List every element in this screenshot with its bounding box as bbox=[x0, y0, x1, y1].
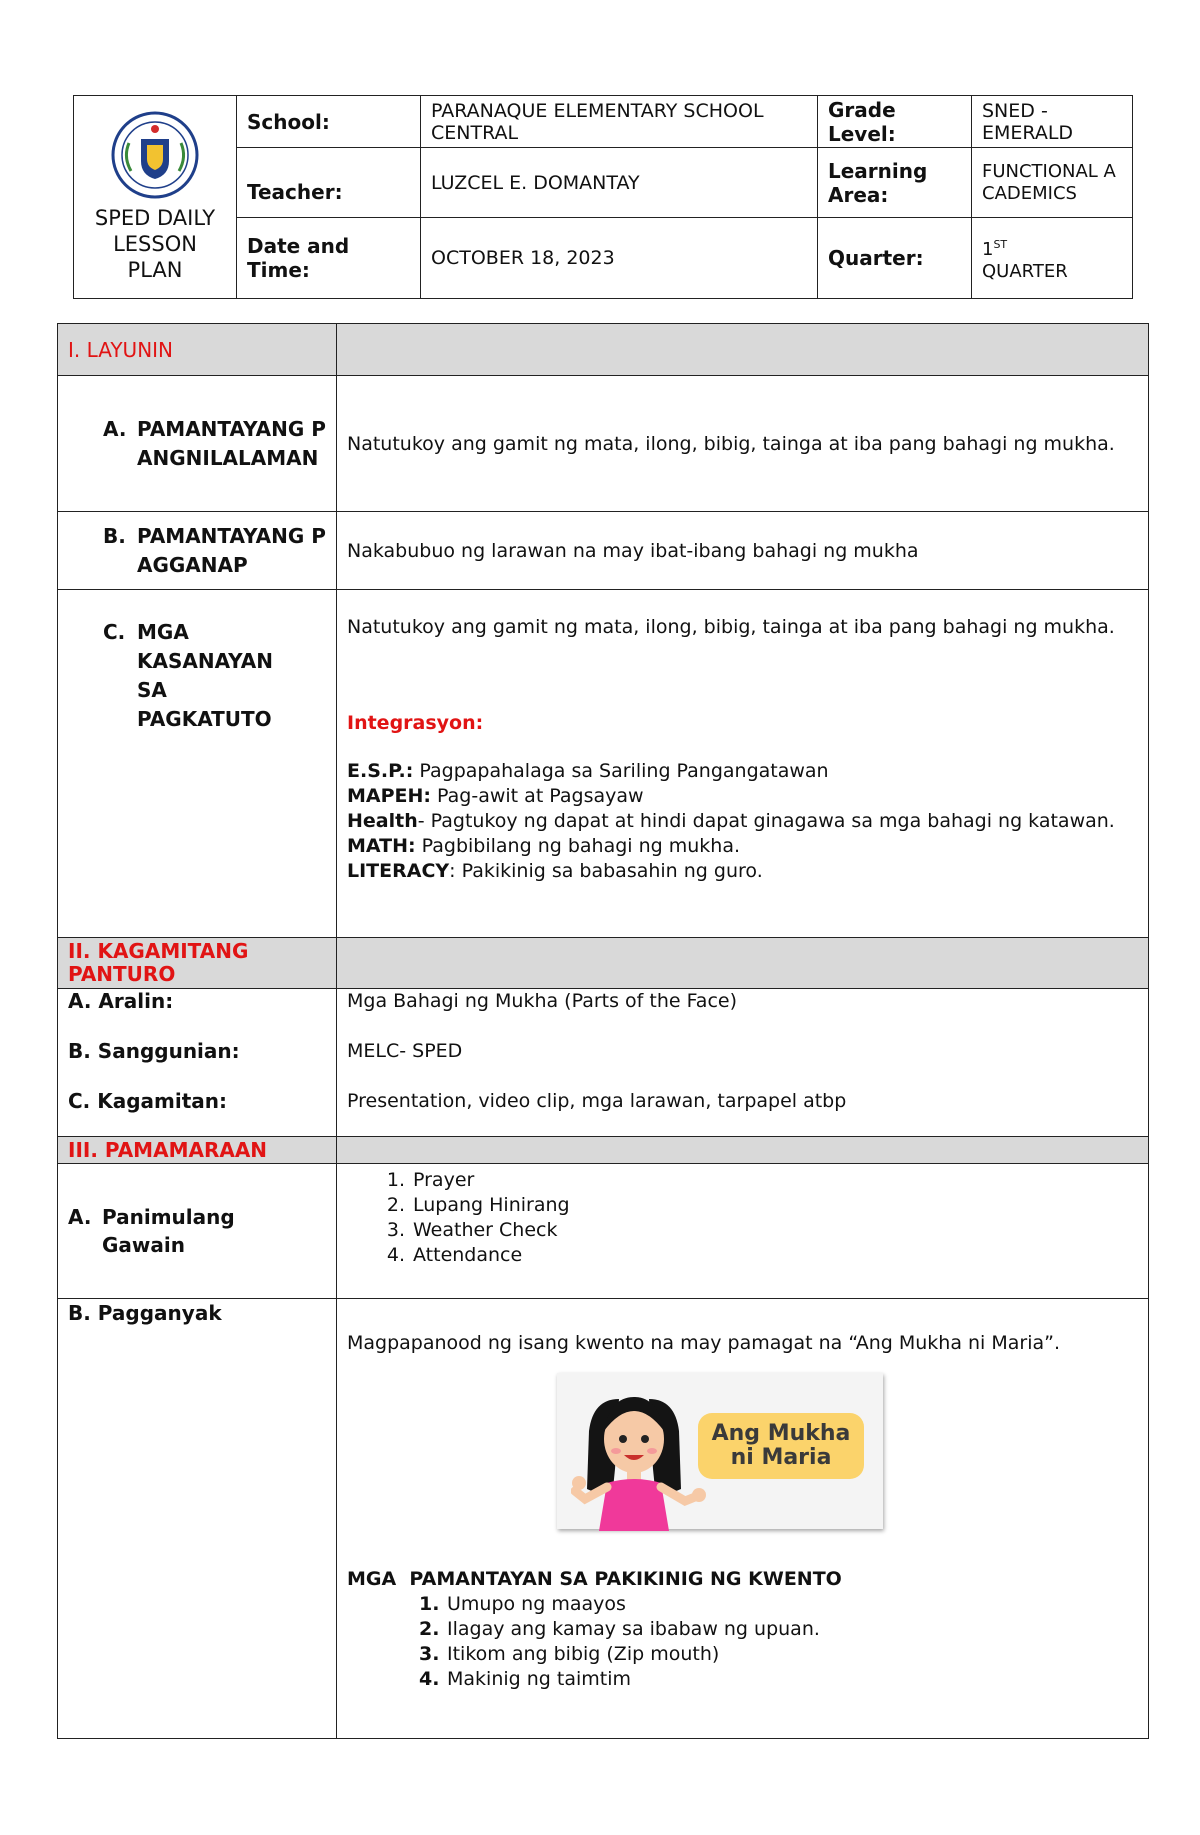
area-value: FUNCTIONAL ACADEMICS bbox=[972, 148, 1133, 218]
pamamaraan-header-empty bbox=[337, 1137, 1149, 1164]
integration-text: - Pagtukoy ng dapat at hindi dapat ginagawa sa mga bahagi ng katawan. bbox=[417, 810, 1115, 832]
grade-value: SNED - EMERALD bbox=[972, 96, 1133, 148]
layunin-a-label: PAMANTAYANG PANGNILALAMAN bbox=[137, 416, 326, 470]
panimulang-label-cell bbox=[58, 1164, 337, 1299]
integration-mapeh bbox=[347, 784, 1138, 809]
teacher-label: Teacher: bbox=[237, 148, 421, 218]
quarter-number: 1 bbox=[982, 238, 994, 260]
integration-esp bbox=[347, 759, 1138, 784]
date-value: OCTOBER 18, 2023 bbox=[421, 218, 818, 299]
rules-title: MGA PAMANTAYAN SA PAKIKINIG NG KWENTO bbox=[347, 1568, 842, 1590]
layunin-c-content bbox=[337, 590, 1149, 938]
integration-text: Pag-awit at Pagsayaw bbox=[431, 785, 644, 807]
rule-item: 4. Makinig ng taimtim bbox=[419, 1668, 631, 1690]
layunin-a-letter: A. bbox=[103, 416, 127, 441]
layunin-c-value: Natutukoy ang gamit ng mata, ilong, bibig, tainga at iba pang bahagi ng mukha. bbox=[347, 616, 1115, 638]
plan-title: SPED DAILY LESSON PLAN bbox=[94, 206, 216, 282]
pagganyak-content bbox=[337, 1299, 1149, 1739]
teacher-value: LUZCEL E. DOMANTAY bbox=[421, 148, 818, 218]
school-value: PARANAQUE ELEMENTARY SCHOOL CENTRAL bbox=[421, 96, 818, 148]
integration-literacy bbox=[347, 859, 1138, 884]
pagganyak-label: B. Pagganyak bbox=[58, 1299, 337, 1739]
grade-label: Grade Level: bbox=[818, 96, 972, 148]
aralin-label: A. Aralin: bbox=[68, 989, 174, 1013]
layunin-b-label-cell bbox=[58, 512, 337, 590]
sanggunian-label: B. Sanggunian: bbox=[68, 1039, 240, 1063]
integration-label: E.S.P.: bbox=[347, 760, 414, 782]
pamamaraan-title: III. PAMAMARAAN bbox=[58, 1137, 337, 1164]
integration-label: Health bbox=[347, 810, 418, 832]
quarter-suffix: ST bbox=[993, 237, 1008, 251]
panimulang-item: 3. Weather Check bbox=[386, 1219, 558, 1241]
sanggunian-value: MELC- SPED bbox=[347, 1040, 463, 1062]
panimulang-label: Panimulang Gawain bbox=[102, 1205, 235, 1257]
pamamaraan-header-row bbox=[58, 1137, 1149, 1164]
layunin-a-row bbox=[58, 376, 1149, 512]
story-image bbox=[557, 1373, 883, 1529]
integration-math bbox=[347, 834, 1138, 859]
kagamitan-value-cell bbox=[337, 989, 1149, 1137]
layunin-c-label-cell bbox=[58, 590, 337, 938]
panimulang-item: 4. Attendance bbox=[386, 1244, 523, 1266]
story-title-line1: Ang Mukha bbox=[711, 1421, 851, 1446]
lesson-table bbox=[57, 323, 1149, 1739]
pagganyak-row bbox=[58, 1299, 1149, 1739]
kagamitan-title: II. KAGAMITANG PANTURO bbox=[58, 938, 337, 989]
integration-health bbox=[347, 809, 1138, 834]
story-image-wrap bbox=[557, 1373, 1138, 1529]
date-label: Date and Time: bbox=[237, 218, 421, 299]
logo-cell bbox=[74, 96, 237, 299]
integration-text: : Pakikinig sa babasahin ng guro. bbox=[449, 860, 763, 882]
panimulang-item: 1. Prayer bbox=[386, 1169, 475, 1191]
layunin-c-label: MGA KASANAYAN SA PAGKATUTO bbox=[137, 620, 273, 731]
pagganyak-text: Magpapanood ng isang kwento na may pamagat na “Ang Mukha ni Maria”. bbox=[347, 1332, 1061, 1354]
quarter-label: Quarter: bbox=[818, 218, 972, 299]
rule-item: 3. Itikom ang bibig (Zip mouth) bbox=[419, 1643, 720, 1665]
layunin-b-letter: B. bbox=[103, 523, 126, 548]
layunin-a-label-cell bbox=[58, 376, 337, 512]
kagamitan-header-empty bbox=[337, 938, 1149, 989]
layunin-title: I. LAYUNIN bbox=[58, 324, 337, 376]
kagamitan-row bbox=[58, 989, 1149, 1137]
panimulang-list bbox=[337, 1164, 1149, 1299]
layunin-header-row bbox=[58, 324, 1149, 376]
kagamitan-header-row bbox=[58, 938, 1149, 989]
kagamitan-label-cell bbox=[58, 989, 337, 1137]
rules-list bbox=[347, 1592, 1138, 1692]
panimulang-item: 2. Lupang Hinirang bbox=[386, 1194, 570, 1216]
layunin-b-label: PAMANTAYANG PAGGANAP bbox=[137, 523, 326, 577]
integration-label: LITERACY bbox=[347, 860, 450, 882]
rule-item: 1. Umupo ng maayos bbox=[419, 1593, 626, 1615]
header-table bbox=[73, 95, 1133, 299]
school-label: School: bbox=[237, 96, 421, 148]
panimulang-row bbox=[58, 1164, 1149, 1299]
integration-list bbox=[347, 759, 1138, 884]
integration-label: MATH: bbox=[347, 835, 416, 857]
aralin-value: Mga Bahagi ng Mukha (Parts of the Face) bbox=[347, 990, 737, 1012]
layunin-b-value: Nakabubuo ng larawan na may ibat-ibang bahagi ng mukha bbox=[337, 512, 1149, 590]
integration-text: Pagbibilang ng bahagi ng mukha. bbox=[415, 835, 741, 857]
layunin-c-row bbox=[58, 590, 1149, 938]
layunin-a-value: Natutukoy ang gamit ng mata, ilong, bibig, tainga at iba pang bahagi ng mukha. bbox=[337, 376, 1149, 512]
kagamitan-value: Presentation, video clip, mga larawan, tarpapel atbp bbox=[347, 1090, 847, 1112]
layunin-c-letter: C. bbox=[103, 620, 126, 644]
integration-label: MAPEH: bbox=[347, 785, 432, 807]
panimulang-letter: A. bbox=[68, 1205, 92, 1229]
integration-text: Pagpapahalaga sa Sariling Pangangatawan bbox=[413, 760, 829, 782]
layunin-header-empty bbox=[337, 324, 1149, 376]
area-label: Learning Area: bbox=[818, 148, 972, 218]
quarter-value bbox=[972, 218, 1133, 299]
deped-seal-icon bbox=[111, 111, 199, 199]
layunin-b-row bbox=[58, 512, 1149, 590]
rule-item: 2. Ilagay ang kamay sa ibabaw ng upuan. bbox=[419, 1618, 820, 1640]
quarter-word: QUARTER bbox=[982, 260, 1068, 282]
story-title-line2: ni Maria bbox=[730, 1445, 832, 1470]
girl-illustration-icon bbox=[571, 1391, 711, 1531]
kagamitan-label: C. Kagamitan: bbox=[68, 1089, 228, 1113]
integrasyon-title: Integrasyon: bbox=[347, 712, 484, 734]
story-title-badge bbox=[698, 1413, 864, 1479]
